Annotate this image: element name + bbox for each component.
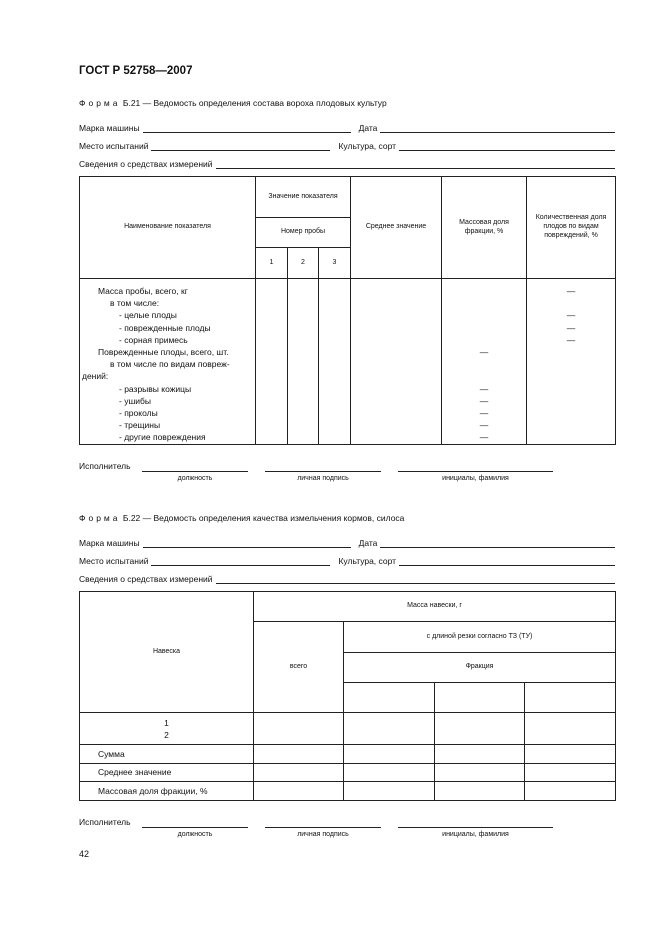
count-cell: — [566,334,576,345]
data-cell[interactable] [435,745,525,764]
row-label: в том числе по видам повреж- [110,359,230,370]
mass-cell [442,285,526,297]
mass-cell: — [479,395,489,406]
rows-names [80,279,256,445]
mass-cell [442,297,526,309]
sample-3: 3 [319,248,351,279]
col-header-name: Наименование показателя [80,177,256,279]
form1-executor [79,461,559,485]
count-cell [527,297,615,309]
row-label: - поврежденные плоды [119,322,211,333]
data-cell[interactable] [344,713,435,745]
mass-cell [442,358,526,370]
sample-3-cell[interactable] [319,279,351,445]
form1-row-place [79,139,615,151]
executor-initials-field[interactable] [398,817,553,828]
form2-row-machine [79,536,615,548]
form1-machine-label: Марка машины [79,123,140,133]
count-cell [527,346,615,358]
form1-culture-field[interactable] [399,141,615,151]
row-label: Масса пробы, всего, кг [98,286,188,296]
form1-title [79,98,387,108]
col-header-total: всего [254,622,344,713]
form1-row-instruments [79,157,615,169]
sample-numbers [80,713,254,745]
form1-instruments-field[interactable] [216,159,615,169]
count-cell [527,358,615,370]
count-cell [527,383,615,395]
executor-label: Исполнитель [79,461,131,471]
form1-row-machine [79,121,615,133]
executor-initials-caption: инициалы, фамилия [442,831,509,838]
form1-place-field[interactable] [151,141,330,151]
count-cell: — [566,286,576,296]
count-column [527,279,616,445]
row-mean-label: Среднее значение [80,764,254,782]
data-cell[interactable] [254,713,344,745]
form1-date-label: Дата [358,123,378,133]
fraction-cell[interactable] [344,683,435,713]
form2-culture-label: Культура, сорт [338,556,397,566]
row-label: в том числе: [110,298,160,309]
executor-position-caption: должность [177,831,213,838]
form2-machine-label: Марка машины [79,538,140,548]
form1-culture-label: Культура, сорт [338,141,397,151]
col-header-mean: Среднее значение [351,177,442,279]
row-label: - трещины [119,420,161,431]
col-header-mass: Масса навески, г [254,592,616,622]
executor-signature-caption: личная подпись [297,475,349,482]
mass-cell: — [479,347,489,358]
form2-instruments-label: Сведения о средствах измерений [79,574,213,584]
sample-2-cell[interactable] [288,279,319,445]
page-number: 42 [79,849,90,859]
col-header-sample-name: Навеска [80,592,254,713]
col-header-count: Количественная доля плодов по видам повреждений, % [527,177,616,279]
row-share-label: Массовая доля фракции, % [80,782,254,801]
data-cell[interactable] [344,764,435,782]
form2-place-label: Место испытаний [79,556,149,566]
executor-initials-caption: инициалы, фамилия [442,475,509,482]
row-label: - сорная примесь [119,334,188,345]
data-cell[interactable] [525,764,616,782]
row-label: - ушибы [119,395,151,406]
form1-table [79,176,616,445]
mass-cell [442,322,526,334]
form2-machine-field[interactable] [143,538,351,548]
document-header: ГОСТ Р 52758—2007 [79,65,193,77]
form1-date-field[interactable] [380,123,615,133]
executor-initials-field[interactable] [398,461,553,472]
fraction-cell[interactable] [525,683,616,713]
form2-title [79,513,404,523]
mass-cell: — [479,432,489,443]
data-cell[interactable] [254,782,344,801]
form1-title-text: Б.21 — Ведомость определения состава вороха плодовых культур [122,98,387,108]
form2-word: Форма [79,513,121,523]
data-cell[interactable] [344,745,435,764]
data-cell[interactable] [525,745,616,764]
sample-number: 1 [164,717,169,728]
form2-date-label: Дата [358,538,378,548]
form2-row-instruments [79,572,615,584]
mass-cell: — [479,383,489,394]
row-label: - другие повреждения [119,432,206,443]
executor-signature-field[interactable] [265,461,381,472]
data-cell[interactable] [254,745,344,764]
form2-date-field[interactable] [380,538,615,548]
mean-cell[interactable] [351,279,442,445]
mass-cell: — [479,420,489,431]
executor-signature-field[interactable] [265,817,381,828]
row-label: Поврежденные плоды, всего, шт. [98,347,229,358]
form2-table [79,591,616,801]
row-label: - разрывы кожицы [119,383,192,394]
data-cell[interactable] [435,713,525,745]
data-cell[interactable] [525,713,616,745]
row-label: дений: [82,371,109,382]
sample-number: 2 [164,729,169,740]
row-label: - целые плоды [119,310,177,321]
count-cell: — [566,322,576,333]
data-cell[interactable] [525,782,616,801]
form2-culture-field[interactable] [399,556,615,566]
col-header-fraction: Фракция [344,653,616,683]
form2-title-text: Б.22 — Ведомость определения качества измельчения кормов, силоса [122,513,405,523]
mass-cell [442,309,526,321]
executor-signature-caption: личная подпись [297,831,349,838]
count-cell: — [566,310,576,321]
row-sum-label: Сумма [80,745,254,764]
form1-machine-field[interactable] [143,123,351,133]
count-cell [527,431,615,443]
count-cell [527,370,615,382]
count-cell [527,407,615,419]
count-cell [527,395,615,407]
sample-1-cell[interactable] [256,279,288,445]
form2-executor [79,817,559,841]
fraction-cell[interactable] [435,683,525,713]
col-header-value: Значение показателя [256,177,351,218]
mass-cell: — [479,408,489,419]
form1-place-label: Место испытаний [79,141,149,151]
form2-place-field[interactable] [151,556,330,566]
data-cell[interactable] [254,764,344,782]
data-cell[interactable] [435,764,525,782]
executor-position-field[interactable] [142,817,248,828]
executor-label: Исполнитель [79,817,131,827]
sample-2: 2 [288,248,319,279]
form1-word: Форма [79,98,121,108]
col-header-mass: Массовая доля фракции, % [442,177,527,279]
form1-instruments-label: Сведения о средствах измерений [79,159,213,169]
form2-instruments-field[interactable] [216,574,615,584]
executor-position-caption: должность [177,475,213,482]
mass-cell [442,370,526,382]
sample-1: 1 [256,248,288,279]
row-label: - проколы [119,408,158,419]
data-cell[interactable] [344,782,435,801]
form2-row-place [79,554,615,566]
mass-cell [442,334,526,346]
col-header-sample: Номер пробы [256,218,351,248]
count-cell [527,419,615,431]
executor-position-field[interactable] [142,461,248,472]
col-header-cut-length: с длиной резки согласно ТЗ (ТУ) [344,622,616,653]
mass-column [442,279,527,445]
data-cell[interactable] [435,782,525,801]
